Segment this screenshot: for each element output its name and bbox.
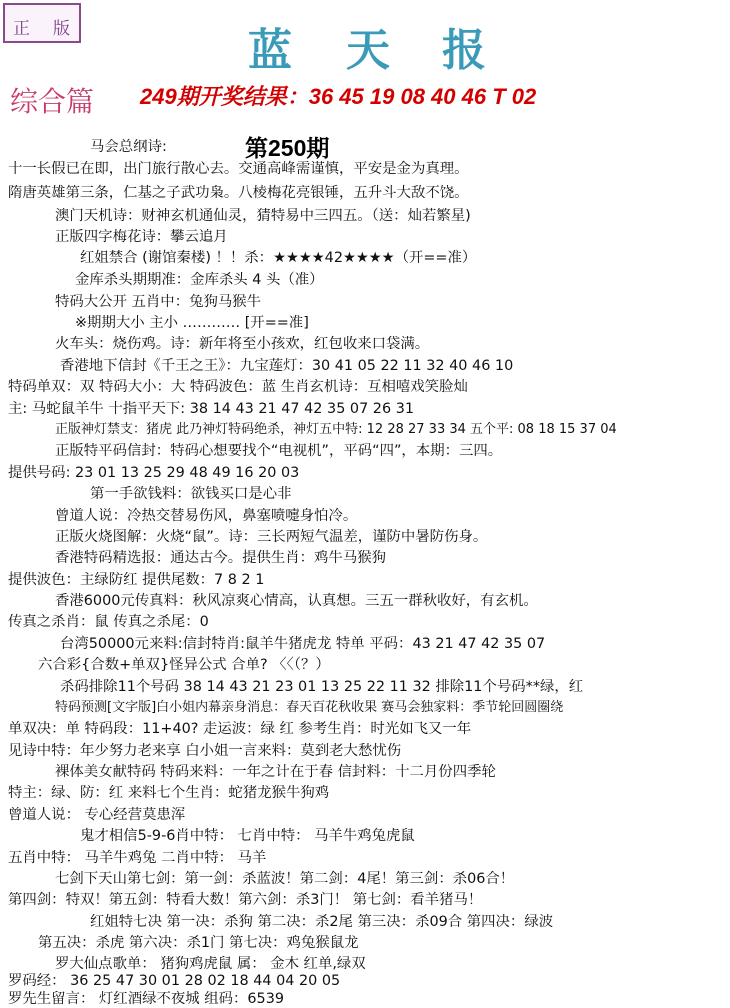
text-line: ※期期大小 主小 ………… [开==准] <box>75 315 309 331</box>
title-char-2: 天 <box>346 25 390 76</box>
text-line: 正版特平码信封：特码心想要找个“电视机”，平码“四”，本期：三四。 <box>55 443 503 459</box>
text-line: 红姐禁合 (谢馆秦楼) ！！杀：★★★★42★★★★（开==准） <box>80 250 477 266</box>
text-line: 香港6000元传真料：秋风凉爽心情高，认真想。三五一群秋收好，有玄机。 <box>55 593 538 609</box>
text-line: 裸体美女献特码 特码来料：一年之计在于春 信封料：十二月份四季轮 <box>55 764 496 780</box>
text-line: 第四剑：特双！第五剑：特看大数！第六剑：杀3门！ 第七剑：看羊猪马！ <box>8 892 483 908</box>
text-line: 七剑下天山第七剑：第一剑：杀蓝波！第二剑：4尾！第三剑：杀06合！ <box>55 871 515 887</box>
text-line: 六合彩{合数+单双}怪异公式 合单? 〈〈（？） <box>38 657 330 673</box>
text-line: 十一长假已在即，出门旅行散心去。交通高峰需谨慎，平安是金为真理。 <box>8 161 469 177</box>
text-line: 罗码经： 36 25 47 30 01 28 02 18 44 04 20 05 <box>8 973 341 989</box>
text-line: 澳门天机诗：财神玄机通仙灵，猜特易中三四五。（送：灿若繁星) <box>55 208 471 224</box>
text-line: 鬼才相信5-9-6肖中特： 七肖中特： 马羊牛鸡兔虎鼠 <box>80 828 415 844</box>
title-char-1: 蓝 <box>248 25 292 76</box>
text-line: 正版火烧图解：火烧“鼠”。诗：三长两短气温差，谨防中暑防伤身。 <box>55 529 488 545</box>
text-line: 罗大仙点歌单： 猪狗鸡虎鼠 属： 金木 红单,绿双 <box>55 956 366 972</box>
text-line: 香港地下信封《千王之王》：九宝莲灯：30 41 05 22 11 32 40 46 10 <box>60 358 514 374</box>
text-line: 台湾50000元来料:信封特肖:鼠羊牛猪虎龙 特单 平码：43 21 47 42 35 07 <box>60 636 546 652</box>
text-line: 正版神灯禁支：猪虎 此乃神灯特码绝杀，神灯五中特: 12 28 27 33 34 五个平: 08 18 15 37 04 <box>55 422 617 437</box>
text-line: 第五决：杀虎 第六决：杀1门 第七决：鸡兔猴鼠龙 <box>38 935 359 951</box>
text-line: 提供号码: 23 01 13 25 29 48 49 16 20 03 <box>8 465 300 481</box>
text-line: 提供波色：主绿防红 提供尾数：7 8 2 1 <box>8 572 265 588</box>
text-line: 特码预测[文字版]白小姐内幕亲身消息：春天百花秋收果 赛马会独家料：季节轮回圆圈绕 <box>55 700 564 715</box>
text-line: 主: 马蛇鼠羊牛 十指平天下: 38 14 43 21 47 42 35 07 26 31 <box>8 401 415 417</box>
text-line: 单双决：单 特码段：11+40? 走运波：绿 红 参考生肖：时光如飞又一年 <box>8 721 472 737</box>
genuine-stamp <box>3 3 81 43</box>
text-line: 香港特码精选报：通达古今。提供生肖：鸡牛马猴狗 <box>55 550 386 566</box>
text-line: 曾道人说： 专心经营莫患浑 <box>8 807 186 823</box>
text-line: 隋唐英雄第三条，仁基之子武功枭。八棱梅花亮银锤，五升斗大敌不饶。 <box>8 185 469 201</box>
text-line: 火车头：烧伤鸡。诗：新年将至小孩欢，红包收来口袋满。 <box>55 336 430 352</box>
draw-result: 249期开奖结果：36 45 19 08 40 46 T 02 <box>140 84 537 109</box>
text-line: 罗先生留言： 灯红酒绿不夜城 组码：6539 <box>8 991 285 1007</box>
text-line: 传真之杀肖：鼠 传真之杀尾：0 <box>8 614 209 630</box>
text-line: 五肖中特： 马羊牛鸡兔 二肖中特： 马羊 <box>8 850 267 866</box>
text-line: 曾道人说：冷热交替易伤风，鼻塞喷嚏身怕冷。 <box>55 508 358 524</box>
text-line: 金库杀头期期准：金库杀头 4 头（准） <box>75 272 324 288</box>
text-line: 见诗中特：年少努力老来享 白小姐一言来料：莫到老大愁忧伤 <box>8 743 402 759</box>
stamp-char-1: 正 <box>13 19 30 39</box>
text-line: 马会总纲诗: <box>90 139 167 155</box>
text-line: 特码单双：双 特码大小：大 特码波色：蓝 生肖玄机诗：互相嘻戏笑脸灿 <box>8 379 468 395</box>
text-line: 杀码排除11个号码 38 14 43 21 23 01 13 25 22 11 32 排除11个号码**绿，红 <box>60 679 584 695</box>
issue-number: 第250期 <box>245 135 330 161</box>
text-line: 正版四字梅花诗：攀云追月 <box>55 229 228 245</box>
text-line: 第一手欲钱料：欲钱买口是心非 <box>90 486 292 502</box>
text-line: 特码大公开 五肖中：兔狗马猴牛 <box>55 294 262 310</box>
text-line: 红姐特七决 第一决：杀狗 第二决：杀2尾 第三决：杀09合 第四决：绿波 <box>90 914 554 930</box>
title-char-3: 报 <box>442 25 486 76</box>
text-line: 特主：绿、防：红 来料七个生肖：蛇猪龙猴牛狗鸡 <box>8 785 330 801</box>
section-title: 综合篇 <box>10 85 95 118</box>
stamp-char-2: 版 <box>53 19 70 39</box>
